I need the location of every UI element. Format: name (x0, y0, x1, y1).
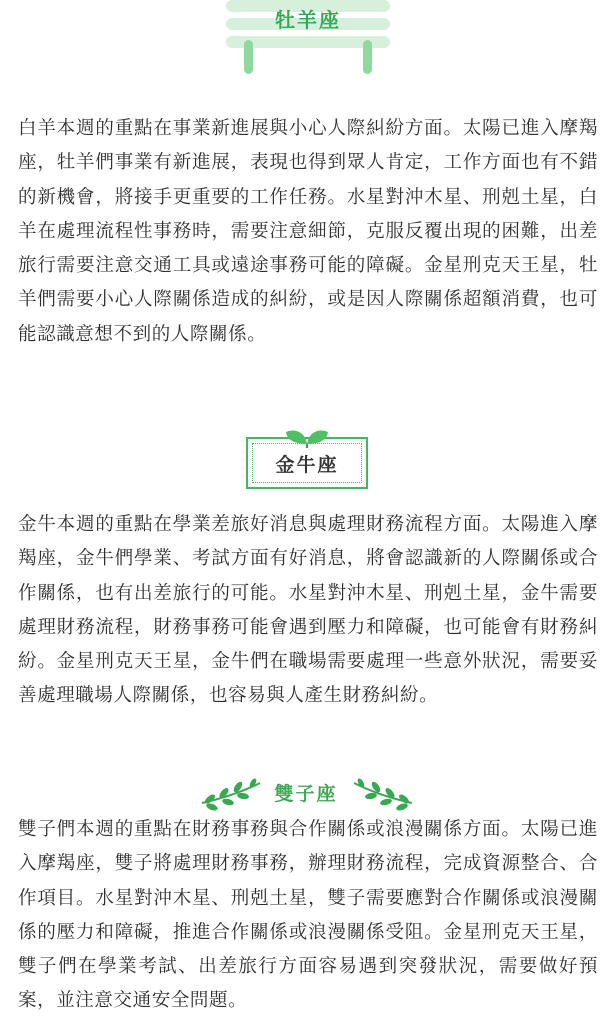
section-body-taurus: 金牛本週的重點在學業差旅好消息與處理財務流程方面。太陽進入摩羯座，金牛們學業、考試方面有好消息，將會認識新的人際關係或合作關係，也有出差旅行的可能。水星對沖木星、刑剋土星，金牛需要處理財務流程，財務事務可能會遇到壓力和障礙，也可能會有財務糾紛。金星刑克天王星，金牛們在職場需要處理一些意外狀況，需要妥善處理職場人際關係，也容易與人產生財務糾紛。 (18, 514, 598, 707)
section-title-gemini: 雙子座 (274, 783, 338, 805)
leaf-branch-icon (198, 777, 262, 811)
section-title-aries: 牡羊座 (275, 8, 341, 32)
bench-icon (226, 0, 390, 76)
sprout-icon (283, 424, 331, 448)
section-body-aries: 白羊本週的重點在事業新進展與小心人際糾紛方面。太陽已進入摩羯座，牡羊們事業有新進展，表現也得到眾人肯定，工作方面也有不錯的新機會，將接手更重要的工作任務。水星對沖木星、刑剋土星，白羊在處理流程性事務時，需要注意細節，克服反覆出現的困難，出差旅行需要注意交通工具或遠途事務可能的障礙。金星刑克天王星，牡羊們需要小心人際關係造成的糾紛，或是因人際關係超額消費，也可能認識意想不到的人際關係。 (18, 118, 598, 345)
section-title-taurus: 金牛座 (275, 454, 339, 476)
leaf-branch-icon (352, 777, 416, 811)
section-body-gemini: 雙子們本週的重點在財務事務與合作關係或浪漫關係方面。太陽已進入摩羯座，雙子將處理財務事務，辦理財務流程，完成資源整合、合作項目。水星對沖木星、刑剋土星，雙子需要應對合作關係或浪漫關係的壓力和障礙，推進合作關係或浪漫關係受阻。金星刑克天王星，雙子們在學業考試、出差旅行方面容易遇到突發狀況，需要做好預案，並注意交通安全問題。 (18, 819, 598, 1012)
